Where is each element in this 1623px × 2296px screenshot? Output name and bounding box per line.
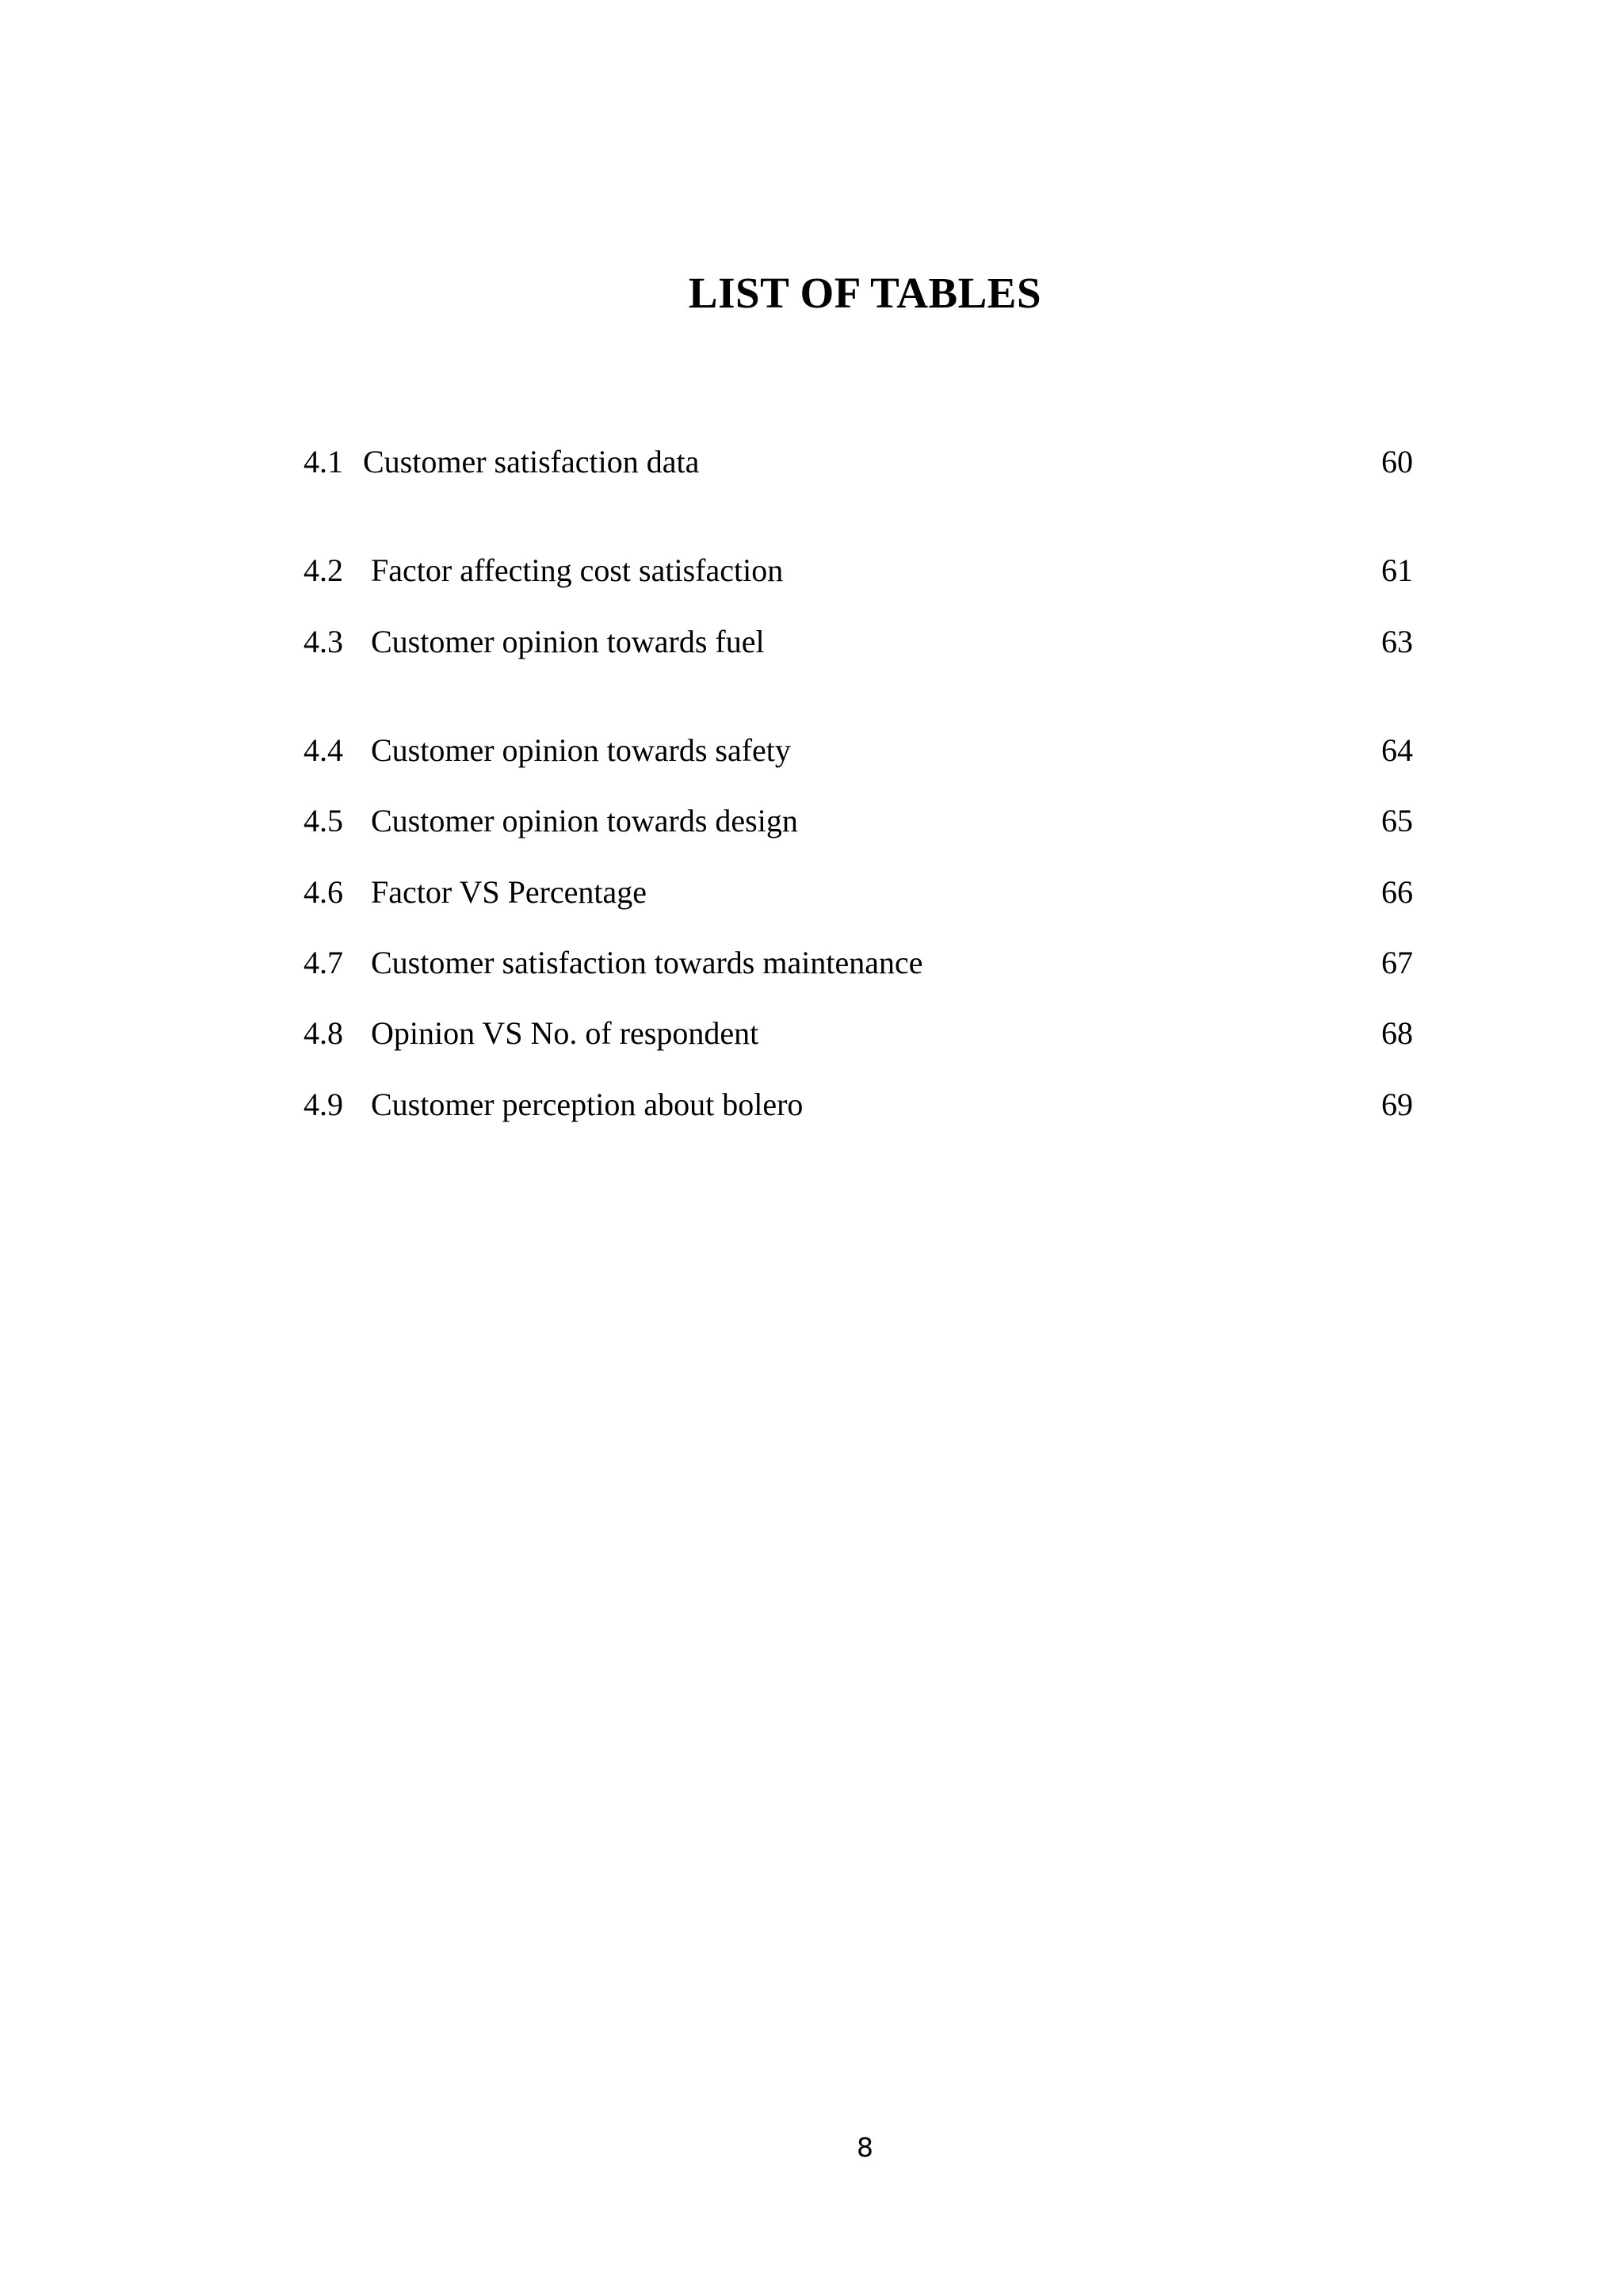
entry-label: Factor affecting cost satisfaction bbox=[371, 552, 784, 588]
page-title: LIST OF TABLES bbox=[688, 269, 1042, 317]
entry-label: Opinion VS No. of respondent bbox=[371, 1015, 759, 1051]
toc-entry bbox=[304, 1081, 1413, 1129]
toc-entry bbox=[304, 797, 1413, 845]
entry-label: Customer opinion towards design bbox=[371, 803, 798, 839]
toc-entry bbox=[304, 547, 1413, 594]
entry-number: 4.8 bbox=[304, 1015, 343, 1051]
entry-label: Factor VS Percentage bbox=[371, 874, 647, 910]
entry-number: 4.5 bbox=[304, 803, 343, 839]
entry-number: 4.4 bbox=[304, 732, 343, 768]
entry-number: 4.1 bbox=[304, 444, 343, 479]
entry-label: Customer satisfaction data bbox=[363, 444, 700, 479]
page-number: 8 bbox=[857, 2132, 873, 2163]
toc-entry bbox=[304, 727, 1413, 774]
toc-entry bbox=[304, 939, 1413, 987]
entry-number: 4.6 bbox=[304, 874, 343, 910]
entry-page-number: 67 bbox=[1381, 945, 1413, 980]
entry-number: 4.2 bbox=[304, 552, 343, 588]
toc-entry bbox=[304, 618, 1413, 666]
entry-page-number: 65 bbox=[1381, 803, 1413, 839]
entry-page-number: 64 bbox=[1381, 732, 1413, 768]
entry-label: Customer opinion towards safety bbox=[371, 732, 791, 768]
entry-page-number: 63 bbox=[1381, 624, 1413, 659]
entry-page-number: 60 bbox=[1381, 444, 1413, 479]
entry-page-number: 66 bbox=[1381, 874, 1413, 910]
entry-number: 4.9 bbox=[304, 1087, 343, 1122]
entry-number: 4.3 bbox=[304, 624, 343, 659]
entry-label: Customer satisfaction towards maintenance bbox=[371, 945, 923, 980]
entry-page-number: 61 bbox=[1381, 552, 1413, 588]
entry-number: 4.7 bbox=[304, 945, 343, 980]
toc-entry bbox=[304, 869, 1413, 916]
entry-page-number: 69 bbox=[1381, 1087, 1413, 1122]
entry-label: Customer perception about bolero bbox=[371, 1087, 804, 1122]
toc-entry bbox=[304, 1010, 1413, 1057]
entry-label: Customer opinion towards fuel bbox=[371, 624, 765, 659]
entry-page-number: 68 bbox=[1381, 1015, 1413, 1051]
toc-entry bbox=[304, 438, 1413, 486]
